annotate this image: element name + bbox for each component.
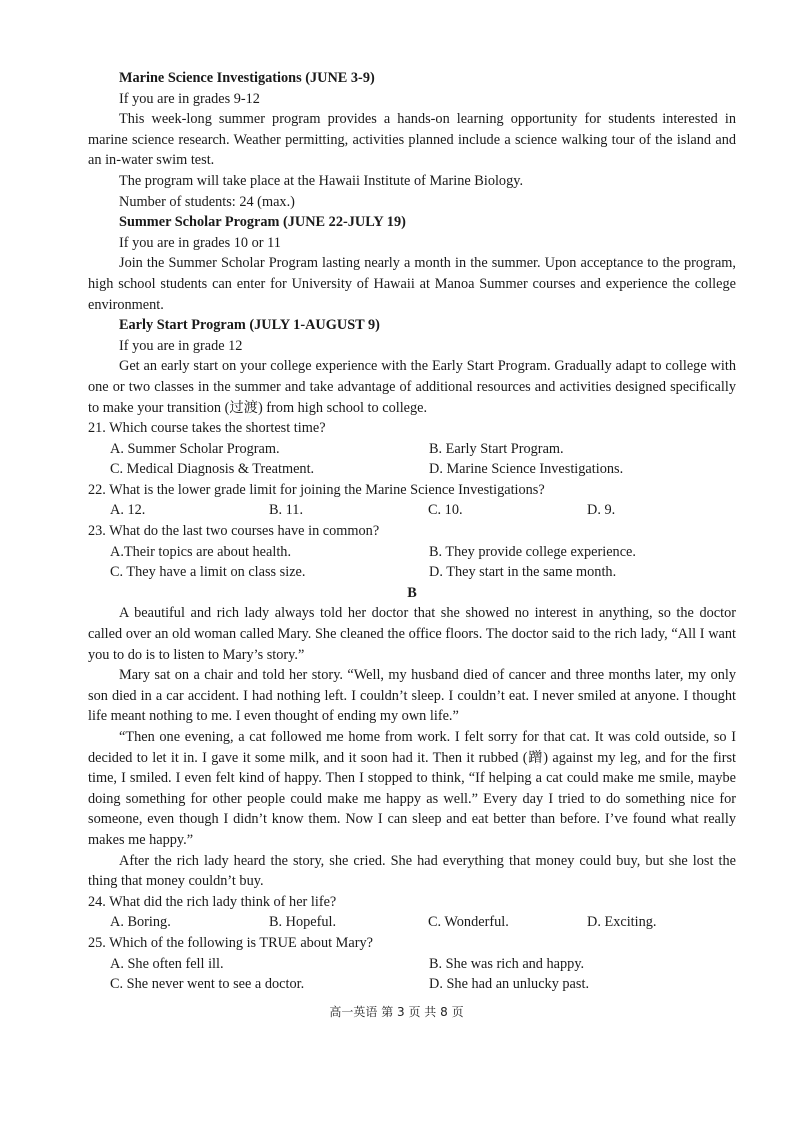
question-25: [88, 933, 736, 995]
passage-paragraph: After the rich lady heard the story, she cried. She had everything that money could buy, but she lost the thing that money couldn’t buy.: [88, 852, 736, 890]
option-a: A. 12.: [110, 502, 146, 519]
option-d: D. She had an unlucky past.: [429, 976, 590, 993]
option-a: A. She often fell ill.: [110, 955, 224, 972]
course-description: Join the Summer Scholar Program lasting nearly a month in the summer. Upon acceptance to the program, high school students can enter for University of Hawaii at Manoa Summer courses and experience the college environment.: [88, 255, 736, 313]
option-c: C. They have a limit on class size.: [110, 564, 306, 581]
course-grades: If you are in grades 9-12: [119, 90, 260, 107]
question-text: 22. What is the lower grade limit for joining the Marine Science Investigations?: [88, 481, 545, 498]
course-description: This week-long summer program provides a hands-on learning opportunity for students interested in marine science research. Weather permitting, activities planned include a science walking tour of the island and an in-water swim test.: [88, 111, 736, 169]
page-content: [88, 68, 736, 995]
question-options: [88, 954, 736, 995]
question-options: [88, 912, 736, 933]
question-23: [88, 521, 736, 583]
option-a: A. Boring.: [110, 914, 171, 931]
question-options: [88, 439, 736, 480]
course-heading: Early Start Program (JULY 1-AUGUST 9): [119, 317, 380, 334]
passage-b: [88, 603, 736, 891]
option-b: B. They provide college experience.: [429, 543, 636, 560]
course-early-start: [88, 315, 736, 418]
option-d: D. Marine Science Investigations.: [429, 461, 624, 478]
course-grades: If you are in grades 10 or 11: [119, 234, 281, 251]
course-student-limit: Number of students: 24 (max.): [119, 193, 295, 210]
option-b: B. Hopeful.: [269, 914, 337, 931]
course-heading: Marine Science Investigations (JUNE 3-9): [119, 70, 375, 86]
question-text: 23. What do the last two courses have in common?: [88, 523, 380, 540]
section-label: B: [407, 584, 417, 601]
course-grades: If you are in grade 12: [119, 337, 243, 354]
option-c: C. 10.: [428, 502, 463, 519]
passage-paragraph: Mary sat on a chair and told her story. “Well, my husband died of cancer and three months later, my only son died in a car accident. I had nothing left. I couldn’t sleep. I couldn’t eat. I never smiled at anyone. I thought life meant nothing to me. I even thought of ending my own life.”: [88, 667, 736, 725]
page-footer: 高一英语 第 3 页 共 8 页: [329, 1005, 464, 1019]
course-heading: Summer Scholar Program (JUNE 22-JULY 19): [119, 214, 406, 231]
option-c: C. Medical Diagnosis & Treatment.: [110, 461, 315, 478]
passage-paragraph: A beautiful and rich lady always told her doctor that she showed no interest in anything, so the doctor called over an old woman called Mary. She cleaned the office floors. The doctor said to the rich lady, “All I want you to do is to listen to Mary’s story.”: [88, 605, 736, 663]
question-21: [88, 418, 736, 480]
option-a: A.Their topics are about health.: [110, 543, 292, 560]
option-c: C. She never went to see a doctor.: [110, 976, 305, 993]
passage-paragraph: “Then one evening, a cat followed me home from work. I felt sorry for that cat. It was cold outside, so I decided to let it in. I gave it some milk, and it soon had it. Then it rubbed (蹭) against my leg, and for the first time, I smiled. I even felt kind of happy. Then I stopped to think, “If helping a cat could make me smile, maybe doing something for other people could make me happy as well.” Every day I tried to do something nice for someone, even though I didn’t know them. Now I can sleep and eat better than before. I’ve found what really makes me happy.”: [88, 729, 736, 848]
question-text: 21. Which course takes the shortest time?: [88, 420, 326, 437]
option-b: B. 11.: [269, 502, 304, 519]
option-a: A. Summer Scholar Program.: [110, 440, 280, 457]
question-text: 24. What did the rich lady think of her life?: [88, 893, 337, 910]
course-marine-science: [88, 68, 736, 212]
question-22: [88, 480, 736, 521]
course-description: Get an early start on your college experience with the Early Start Program. Gradually adapt to college with one or two classes in the summer and take advantage of additional resources and activities designed specifically to make your transition (过渡) from high school to college.: [88, 358, 736, 416]
question-text: 25. Which of the following is TRUE about Mary?: [88, 934, 373, 951]
course-location: The program will take place at the Hawaii Institute of Marine Biology.: [119, 172, 524, 189]
question-options: [88, 542, 736, 583]
option-c: C. Wonderful.: [428, 914, 509, 931]
option-b: B. She was rich and happy.: [429, 955, 585, 972]
question-options: [88, 500, 736, 521]
option-d: D. Exciting.: [587, 914, 657, 931]
course-summer-scholar: [88, 212, 736, 315]
question-24: [88, 892, 736, 933]
option-b: B. Early Start Program.: [429, 440, 564, 457]
option-d: D. 9.: [587, 502, 616, 519]
option-d: D. They start in the same month.: [429, 564, 617, 581]
